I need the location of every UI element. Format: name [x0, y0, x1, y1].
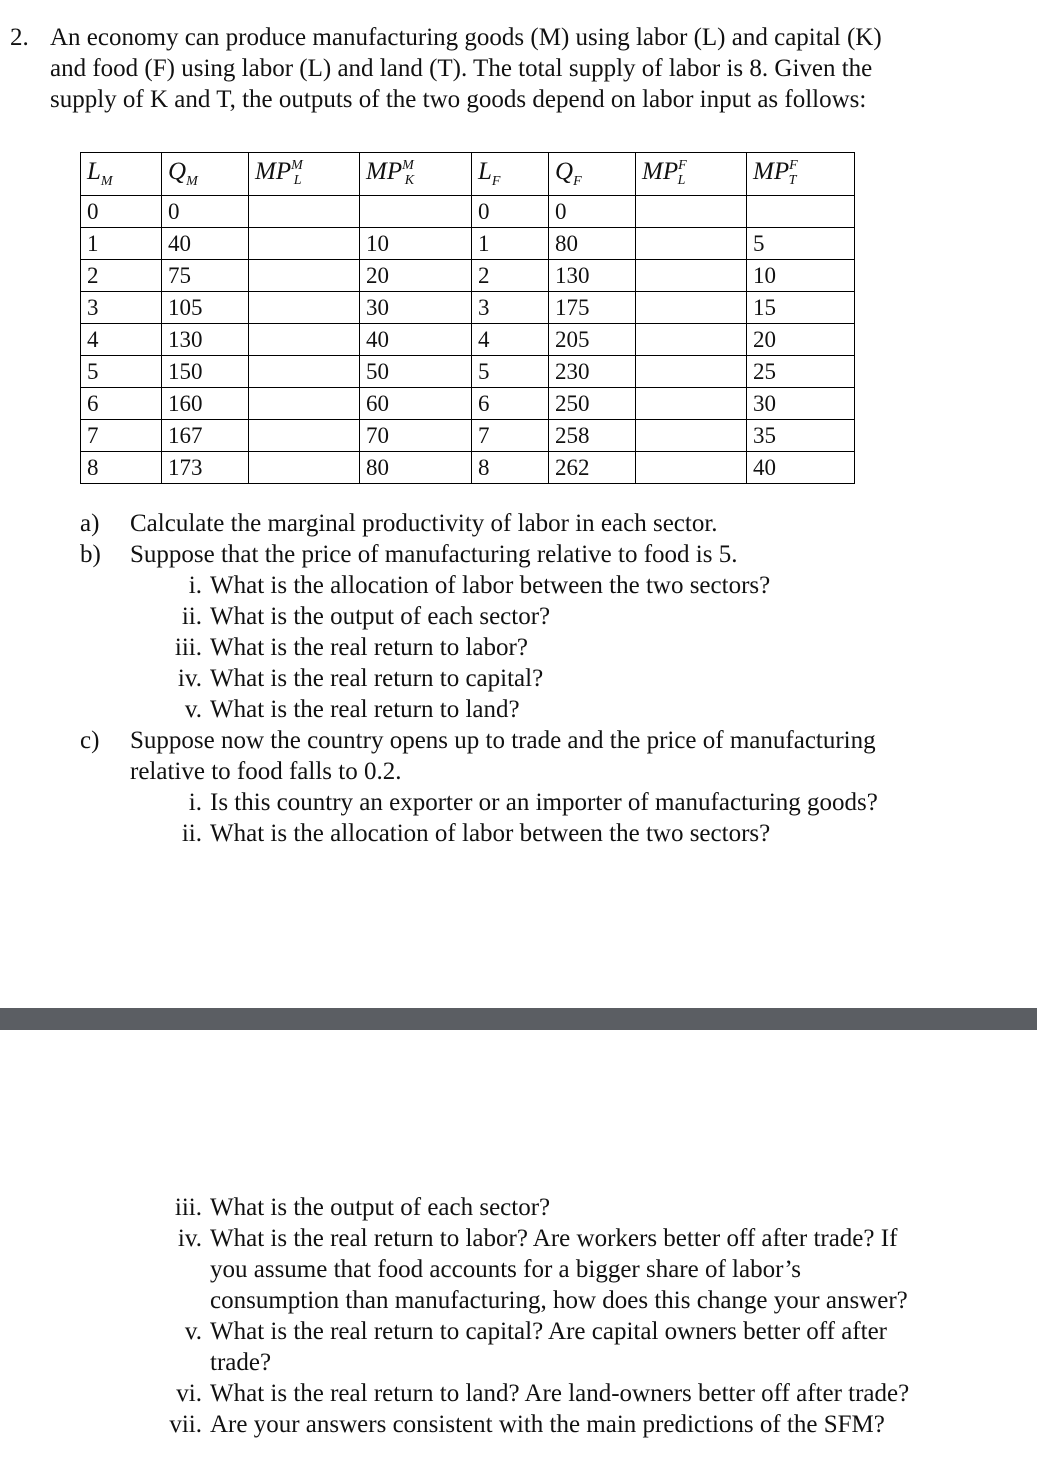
- header-symbol: Q: [555, 158, 574, 185]
- header-subscript: M: [186, 174, 198, 189]
- item-text: What is the real return to labor? Are workers better off after trade? If: [210, 1225, 898, 1252]
- table-cell: [249, 420, 360, 452]
- table-cell: 250: [549, 388, 636, 420]
- list-item: [80, 632, 1020, 663]
- list-item: [80, 818, 1020, 849]
- item-text: What is the real return to land? Are land-owners better off after trade?: [210, 1380, 910, 1407]
- table-cell: [249, 260, 360, 292]
- item-text: trade?: [210, 1349, 272, 1376]
- table-cell: [747, 196, 855, 228]
- item-marker: vii.: [169, 1411, 202, 1438]
- question-line: and food (F) using labor (L) and land (T). The total supply of labor is 8. Given the: [50, 55, 873, 82]
- list-item: [80, 1316, 1020, 1347]
- table-cell: 40: [162, 228, 249, 260]
- item-text: Is this country an exporter or an importer of manufacturing goods?: [210, 789, 878, 816]
- list-item: [80, 601, 1020, 632]
- sub-questions-continued: [80, 1192, 1020, 1440]
- table-header-row: [81, 153, 855, 196]
- table-cell: [249, 452, 360, 484]
- item-text: Are your answers consistent with the main predictions of the SFM?: [210, 1411, 885, 1438]
- table-cell: [636, 196, 747, 228]
- item-marker: b): [80, 541, 101, 568]
- list-item: [80, 787, 1020, 818]
- item-marker: ii.: [181, 603, 202, 630]
- item-text: What is the real return to land?: [210, 696, 520, 723]
- header-symbol: MP: [255, 158, 292, 185]
- table-cell: 80: [549, 228, 636, 260]
- column-header: [549, 153, 636, 196]
- table-cell: [636, 292, 747, 324]
- column-header: [162, 153, 249, 196]
- item-marker: v.: [184, 696, 202, 723]
- table-cell: 0: [81, 196, 162, 228]
- column-header: [360, 153, 472, 196]
- table-cell: 4: [81, 324, 162, 356]
- table-cell: 8: [472, 452, 549, 484]
- table-cell: [249, 388, 360, 420]
- table-cell: 0: [472, 196, 549, 228]
- table-cell: 20: [747, 324, 855, 356]
- table-row: [81, 356, 855, 388]
- table-cell: [636, 420, 747, 452]
- table-cell: 30: [360, 292, 472, 324]
- item-text: Suppose that the price of manufacturing relative to food is 5.: [130, 541, 738, 568]
- item-marker: i.: [188, 789, 202, 816]
- header-symbol: L: [87, 158, 101, 185]
- header-subscript: F: [491, 174, 501, 189]
- item-marker: iv.: [177, 1225, 202, 1252]
- table-cell: 150: [162, 356, 249, 388]
- table-cell: 7: [81, 420, 162, 452]
- table-cell: [249, 356, 360, 388]
- table-cell: 6: [81, 388, 162, 420]
- list-item: [80, 756, 1020, 787]
- list-item: [80, 663, 1020, 694]
- table-cell: 7: [472, 420, 549, 452]
- table-cell: [636, 388, 747, 420]
- header-superscript: F: [789, 158, 798, 173]
- table-cell: 10: [747, 260, 855, 292]
- table-cell: [249, 324, 360, 356]
- table-cell: 35: [747, 420, 855, 452]
- list-item: [80, 1223, 1020, 1254]
- header-subscript: L: [677, 173, 686, 188]
- item-text: What is the real return to capital? Are capital owners better off after: [210, 1318, 888, 1345]
- item-marker: a): [80, 510, 100, 537]
- table-cell: 105: [162, 292, 249, 324]
- item-marker: i.: [188, 572, 202, 599]
- table-cell: 30: [747, 388, 855, 420]
- table-cell: 25: [747, 356, 855, 388]
- list-item: [80, 725, 1020, 756]
- header-subscript: T: [788, 173, 797, 188]
- item-marker: ii.: [181, 820, 202, 847]
- list-item: [80, 1254, 1020, 1285]
- table-row: [81, 260, 855, 292]
- table-cell: 60: [360, 388, 472, 420]
- table-cell: [636, 356, 747, 388]
- table-cell: 130: [162, 324, 249, 356]
- list-item: [80, 694, 1020, 725]
- item-text: Calculate the marginal productivity of labor in each sector.: [130, 510, 718, 537]
- table-cell: 130: [549, 260, 636, 292]
- column-header: [249, 153, 360, 196]
- table-cell: 0: [549, 196, 636, 228]
- header-symbol: MP: [366, 158, 403, 185]
- list-item: [80, 1409, 1020, 1440]
- table-cell: [249, 228, 360, 260]
- item-marker: iv.: [177, 665, 202, 692]
- table-cell: 75: [162, 260, 249, 292]
- header-symbol: L: [478, 158, 492, 185]
- table-row: [81, 292, 855, 324]
- item-marker: vi.: [176, 1380, 202, 1407]
- header-symbol: MP: [642, 158, 679, 185]
- item-text: you assume that food accounts for a bigger share of labor’s: [210, 1256, 802, 1283]
- table-cell: [249, 292, 360, 324]
- question-line: supply of K and T, the outputs of the two goods depend on labor input as follows:: [50, 86, 867, 113]
- question-number: 2.: [10, 24, 29, 51]
- table-cell: 2: [472, 260, 549, 292]
- item-marker: iii.: [174, 634, 202, 661]
- item-marker: v.: [184, 1318, 202, 1345]
- table-cell: 5: [472, 356, 549, 388]
- table-cell: 1: [472, 228, 549, 260]
- table-cell: 230: [549, 356, 636, 388]
- table-row: [81, 420, 855, 452]
- item-marker: c): [80, 727, 100, 754]
- column-header: [747, 153, 855, 196]
- question-line: An economy can produce manufacturing goods (M) using labor (L) and capital (K): [50, 24, 882, 51]
- table-cell: 10: [360, 228, 472, 260]
- item-text: Suppose now the country opens up to trade and the price of manufacturing: [130, 727, 876, 754]
- table-cell: [636, 324, 747, 356]
- header-symbol: Q: [168, 158, 187, 185]
- table-cell: 5: [81, 356, 162, 388]
- header-subscript: K: [404, 173, 415, 188]
- table-cell: [636, 452, 747, 484]
- header-subscript: F: [573, 174, 582, 189]
- table-cell: [360, 196, 472, 228]
- table-cell: 15: [747, 292, 855, 324]
- table-cell: 80: [360, 452, 472, 484]
- table-cell: 175: [549, 292, 636, 324]
- table-cell: 0: [162, 196, 249, 228]
- table-row: [81, 452, 855, 484]
- table-row: [81, 228, 855, 260]
- header-superscript: F: [678, 158, 687, 173]
- column-header: [472, 153, 549, 196]
- table-cell: 20: [360, 260, 472, 292]
- header-superscript: M: [291, 158, 303, 173]
- table-cell: 205: [549, 324, 636, 356]
- table-cell: 160: [162, 388, 249, 420]
- table-cell: 173: [162, 452, 249, 484]
- list-item: [80, 508, 1020, 539]
- header-subscript: L: [293, 173, 302, 188]
- item-text: What is the allocation of labor between the two sectors?: [210, 572, 771, 599]
- item-text: What is the output of each sector?: [210, 1194, 551, 1221]
- page-divider: [0, 1008, 1037, 1030]
- item-text: What is the allocation of labor between the two sectors?: [210, 820, 771, 847]
- table-cell: 167: [162, 420, 249, 452]
- question-text: [50, 22, 1010, 115]
- header-subscript: M: [100, 174, 113, 189]
- list-item: [80, 1378, 1020, 1409]
- item-text: What is the real return to capital?: [210, 665, 544, 692]
- table-cell: 50: [360, 356, 472, 388]
- sub-questions: [80, 508, 1020, 849]
- list-item: [80, 1192, 1020, 1223]
- list-item: [80, 1347, 1020, 1378]
- header-superscript: M: [402, 158, 414, 173]
- table-cell: 262: [549, 452, 636, 484]
- table-cell: [636, 260, 747, 292]
- table-cell: [636, 228, 747, 260]
- table-row: [81, 324, 855, 356]
- table-cell: 40: [747, 452, 855, 484]
- table-cell: 258: [549, 420, 636, 452]
- table-cell: 8: [81, 452, 162, 484]
- header-symbol: MP: [753, 158, 790, 185]
- table-cell: 2: [81, 260, 162, 292]
- column-header: [81, 153, 162, 196]
- table-body: [81, 196, 855, 484]
- item-text: What is the output of each sector?: [210, 603, 551, 630]
- table-cell: 3: [472, 292, 549, 324]
- table-cell: [249, 196, 360, 228]
- table-row: [81, 196, 855, 228]
- list-item: [80, 539, 1020, 570]
- item-marker: iii.: [174, 1194, 202, 1221]
- list-item: [80, 1285, 1020, 1316]
- table-cell: 70: [360, 420, 472, 452]
- table-cell: 1: [81, 228, 162, 260]
- table-cell: 3: [81, 292, 162, 324]
- table-cell: 6: [472, 388, 549, 420]
- table-row: [81, 388, 855, 420]
- table-cell: 5: [747, 228, 855, 260]
- table-cell: 40: [360, 324, 472, 356]
- list-item: [80, 570, 1020, 601]
- table-cell: 4: [472, 324, 549, 356]
- production-table: [80, 152, 855, 484]
- column-header: [636, 153, 747, 196]
- item-text: What is the real return to labor?: [210, 634, 528, 661]
- item-text: relative to food falls to 0.2.: [130, 758, 402, 785]
- item-text: consumption than manufacturing, how does this change your answer?: [210, 1287, 908, 1314]
